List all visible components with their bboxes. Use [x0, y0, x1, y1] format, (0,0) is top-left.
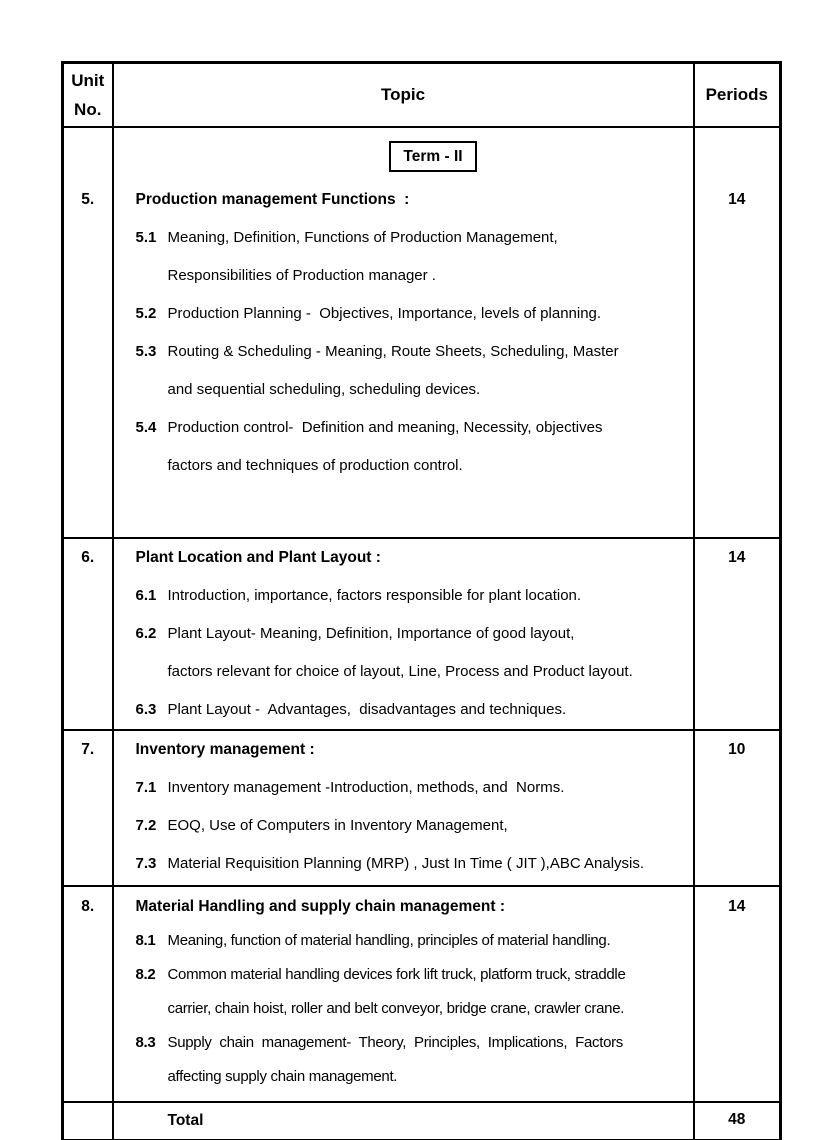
syllabus-rows	[63, 127, 781, 1102]
unit-no-column-header	[63, 63, 113, 128]
syllabus-item	[136, 577, 689, 615]
total-label: Total	[113, 1102, 694, 1140]
syllabus-item	[136, 295, 689, 333]
total-section	[63, 1102, 781, 1140]
item-line: factors and techniques of production control.	[167, 457, 463, 474]
item-number: 8.1	[135, 932, 156, 949]
item-number: 7.3	[135, 855, 157, 872]
item-line: 5.3 Routing & Scheduling - Meaning, Route Sheets, Scheduling, Master	[136, 333, 689, 371]
item-number: 5.2	[135, 305, 157, 322]
periods-value: 14	[694, 127, 781, 538]
syllabus-item	[136, 219, 689, 295]
item-line: 8.3 Supply chain management- Theory, Principles, Implications, Factors	[136, 1026, 689, 1060]
unit-title: Material Handling and supply chain management :	[135, 898, 505, 915]
item-line: Responsibilities of Production manager .	[167, 267, 436, 284]
item-line: 7.1 Inventory management -Introduction, methods, and Norms.	[136, 769, 689, 807]
item-line: 7.2 EOQ, Use of Computers in Inventory Management,	[136, 807, 689, 845]
topic-cell	[113, 730, 694, 886]
item-line: 6.3 Plant Layout - Advantages, disadvantages and techniques.	[136, 691, 689, 729]
unit-number: 5.	[63, 127, 113, 538]
item-line: 6.1 Introduction, importance, factors responsible for plant location.	[136, 577, 689, 615]
item-line: factors relevant for choice of layout, Line, Process and Product layout.	[167, 663, 633, 680]
item-line: 8.2 Common material handling devices fork lift truck, platform truck, straddle	[136, 958, 689, 992]
unit-number: 6.	[63, 538, 113, 730]
syllabus-item	[136, 691, 689, 729]
syllabus-item	[136, 845, 689, 883]
periods-value: 14	[694, 886, 781, 1102]
item-number: 7.1	[135, 779, 157, 796]
topic-cell	[113, 886, 694, 1102]
syllabus-item	[136, 1026, 689, 1094]
item-line: 5.1 Meaning, Definition, Functions of Production Management,	[136, 219, 689, 257]
total-periods-value: 48	[694, 1102, 781, 1140]
item-line: 5.2 Production Planning - Objectives, Importance, levels of planning.	[136, 295, 689, 333]
unit-title: Plant Location and Plant Layout :	[135, 549, 381, 566]
syllabus-item	[136, 807, 689, 845]
table-header	[63, 63, 781, 128]
unit-title: Production management Functions :	[135, 191, 410, 208]
topic-column-header: Topic	[113, 63, 694, 128]
item-line: 5.4 Production control- Definition and meaning, Necessity, objectives	[136, 409, 689, 447]
item-number: 5.4	[135, 419, 157, 436]
item-number: 5.1	[135, 229, 157, 246]
periods-value: 10	[694, 730, 781, 886]
syllabus-item	[136, 958, 689, 1026]
unit-row	[63, 127, 781, 538]
item-number: 8.3	[135, 1034, 156, 1051]
item-number: 5.3	[135, 343, 157, 360]
item-number: 6.3	[135, 701, 157, 718]
unit-title: Inventory management :	[135, 741, 315, 758]
periods-column-header: Periods	[694, 63, 781, 128]
unit-header-line1: Unit	[71, 71, 105, 90]
periods-value: 14	[694, 538, 781, 730]
item-line: carrier, chain hoist, roller and belt conveyor, bridge crane, crawler crane.	[167, 1000, 625, 1017]
item-number: 8.2	[135, 966, 156, 983]
syllabus-item	[136, 333, 689, 409]
topic-cell	[113, 538, 694, 730]
unit-row	[63, 538, 781, 730]
syllabus-item	[136, 769, 689, 807]
syllabus-item	[136, 409, 689, 485]
item-line: and sequential scheduling, scheduling devices.	[167, 381, 481, 398]
item-number: 6.2	[135, 625, 157, 642]
item-line: affecting supply chain management.	[167, 1068, 398, 1085]
header-row	[63, 63, 781, 128]
topic-cell	[113, 127, 694, 538]
item-number: 6.1	[135, 587, 157, 604]
unit-number: 7.	[63, 730, 113, 886]
item-number: 7.2	[135, 817, 157, 834]
item-line: 8.1 Meaning, function of material handling, principles of material handling.	[136, 924, 689, 958]
unit-number: 8.	[63, 886, 113, 1102]
unit-row	[63, 730, 781, 886]
total-row	[63, 1102, 781, 1140]
term-label-wrap	[136, 128, 689, 181]
total-unit-cell-empty	[63, 1102, 113, 1140]
syllabus-item	[136, 924, 689, 958]
syllabus-table	[61, 61, 782, 1140]
item-line: 6.2 Plant Layout- Meaning, Definition, Importance of good layout,	[136, 615, 689, 653]
item-line: 7.3 Material Requisition Planning (MRP) , Just In Time ( JIT ),ABC Analysis.	[136, 845, 689, 883]
term-label: Term - II	[389, 141, 476, 172]
unit-row	[63, 886, 781, 1102]
syllabus-item	[136, 615, 689, 691]
unit-header-line2: No.	[74, 100, 102, 119]
